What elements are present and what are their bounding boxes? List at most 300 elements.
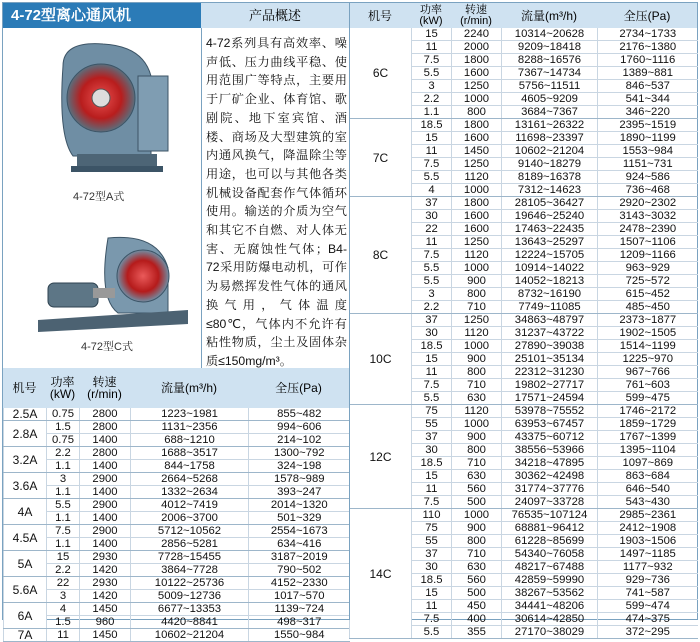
speed-cell: 1000 [452,262,502,275]
left-header-flow: 流量(m³/h) [130,368,248,408]
power-cell: 1.5 [47,616,80,629]
pressure-cell: 741~587 [598,587,698,600]
speed-cell: 1000 [452,340,502,353]
speed-cell: 450 [452,600,502,613]
flow-cell: 28105~36427 [502,197,598,210]
pressure-cell: 474~375 [598,613,698,626]
pressure-cell: 1890~1199 [598,132,698,145]
pressure-cell: 599~474 [598,600,698,613]
left-header-speed: 转速 (r/min) [79,368,130,408]
table-row [4,421,350,434]
power-cell: 55 [412,418,452,431]
flow-cell: 4605~9209 [502,93,598,106]
flow-cell: 3684~7367 [502,106,598,119]
pressure-cell: 615~452 [598,288,698,301]
speed-cell: 1000 [452,93,502,106]
flow-cell: 53978~75552 [502,405,598,418]
pressure-cell: 855~482 [249,408,350,421]
flow-cell: 1332~2634 [131,486,249,499]
flow-cell: 42859~59990 [502,574,598,587]
pressure-cell: 3143~3032 [598,210,698,223]
speed-cell: 2900 [80,499,131,512]
power-cell: 55 [412,535,452,548]
power-cell: 30 [412,561,452,574]
power-cell: 1.1 [47,460,80,473]
power-cell: 0.75 [47,434,80,447]
flow-cell: 63953~67457 [502,418,598,431]
flow-cell: 38267~53562 [502,587,598,600]
pressure-cell: 929~736 [598,574,698,587]
speed-cell: 960 [80,616,131,629]
table-row [4,434,350,447]
flow-cell: 54340~76058 [502,548,598,561]
power-cell: 11 [412,236,452,249]
pressure-cell: 2920~2302 [598,197,698,210]
flow-cell: 9140~18279 [502,158,598,171]
table-row [350,405,698,418]
pressure-cell: 634~416 [249,538,350,551]
speed-cell: 2930 [80,577,131,590]
speed-cell: 2800 [80,421,131,434]
flow-cell: 10314~20628 [502,28,598,41]
table-row [4,486,350,499]
pressure-cell: 4152~2330 [249,577,350,590]
power-cell: 5.5 [412,275,452,288]
speed-cell: 1400 [80,538,131,551]
flow-cell: 10602~21204 [502,145,598,158]
table-row [4,512,350,525]
model-cell: 2.5A [4,408,47,421]
flow-cell: 1131~2356 [131,421,249,434]
pressure-cell: 1497~1185 [598,548,698,561]
pressure-cell: 2985~2361 [598,509,698,522]
power-cell: 7.5 [412,249,452,262]
fan-c-type-image [38,228,188,338]
table-row [4,551,350,564]
speed-cell: 1800 [452,54,502,67]
pressure-cell: 725~572 [598,275,698,288]
flow-cell: 34441~48206 [502,600,598,613]
table-row [4,590,350,603]
power-cell: 22 [47,577,80,590]
flow-cell: 34863~48797 [502,314,598,327]
flow-cell: 688~1210 [131,434,249,447]
flow-cell: 4012~7419 [131,499,249,512]
power-cell: 3 [47,590,80,603]
pressure-cell: 3187~2019 [249,551,350,564]
fan-images-area [3,28,201,368]
flow-cell: 25101~35134 [502,353,598,366]
flow-cell: 844~1758 [131,460,249,473]
pressure-cell: 543~430 [598,496,698,509]
power-cell: 3 [47,473,80,486]
left-spec-table [3,408,350,642]
pressure-cell: 1139~724 [249,603,350,616]
power-cell: 5.5 [412,67,452,80]
flow-cell: 3864~7728 [131,564,249,577]
flow-cell: 10122~25736 [131,577,249,590]
flow-cell: 5756~11511 [502,80,598,93]
pressure-cell: 736~468 [598,184,698,197]
flow-cell: 27890~39038 [502,340,598,353]
page-title: 4-72型离心通风机 [3,3,201,28]
flow-cell: 17463~22435 [502,223,598,236]
speed-cell: 1120 [452,405,502,418]
speed-cell: 1120 [452,249,502,262]
pressure-cell: 1760~1116 [598,54,698,67]
power-cell: 7.5 [47,525,80,538]
flow-cell: 30362~42498 [502,470,598,483]
pressure-cell: 863~684 [598,470,698,483]
pressure-cell: 2478~2390 [598,223,698,236]
power-cell: 1.1 [47,512,80,525]
power-cell: 3 [412,288,452,301]
flow-cell: 10914~14022 [502,262,598,275]
flow-cell: 7312~14623 [502,184,598,197]
left-header-power: 功率 (kW) [46,368,79,408]
table-row [4,564,350,577]
flow-cell: 7728~15455 [131,551,249,564]
right-header-flow: 流量(m³/h) [501,3,597,28]
speed-cell: 1400 [80,434,131,447]
pressure-cell: 967~766 [598,366,698,379]
model-cell: 7C [350,119,412,197]
model-cell: 3.6A [4,473,47,499]
pressure-cell: 1550~984 [249,629,350,642]
model-cell: 6A [4,603,47,629]
speed-cell: 1450 [452,145,502,158]
model-cell: 5A [4,551,47,577]
flow-cell: 6677~13353 [131,603,249,616]
power-cell: 1.1 [47,486,80,499]
model-cell: 2.8A [4,421,47,447]
speed-cell: 800 [452,444,502,457]
flow-cell: 31237~43722 [502,327,598,340]
power-cell: 37 [412,197,452,210]
flow-cell: 13643~25297 [502,236,598,249]
power-cell: 2.2 [47,447,80,460]
fan-a-type-image [43,36,173,186]
speed-cell: 2900 [80,525,131,538]
speed-cell: 900 [452,353,502,366]
speed-cell: 710 [452,457,502,470]
flow-cell: 5712~10562 [131,525,249,538]
speed-cell: 1400 [80,512,131,525]
speed-cell: 1600 [452,223,502,236]
power-cell: 7.5 [412,613,452,626]
speed-cell: 560 [452,574,502,587]
speed-cell: 630 [452,392,502,405]
speed-cell: 500 [452,496,502,509]
flow-cell: 9209~18418 [502,41,598,54]
flow-cell: 7367~14734 [502,67,598,80]
power-cell: 2.2 [412,93,452,106]
table-row [4,447,350,460]
table-row [4,525,350,538]
model-cell: 12C [350,405,412,509]
speed-cell: 1420 [80,590,131,603]
pressure-cell: 1300~792 [249,447,350,460]
power-cell: 15 [412,353,452,366]
power-cell: 75 [412,405,452,418]
flow-cell: 8288~16576 [502,54,598,67]
pressure-cell: 1514~1199 [598,340,698,353]
table-row [4,499,350,512]
speed-cell: 2800 [80,447,131,460]
right-header-pressure: 全压(Pa) [597,3,697,28]
flow-cell: 30614~42850 [502,613,598,626]
speed-cell: 1000 [452,418,502,431]
power-cell: 18.5 [412,574,452,587]
flow-cell: 22312~31230 [502,366,598,379]
power-cell: 18.5 [412,457,452,470]
speed-cell: 355 [452,626,502,639]
flow-cell: 1223~1981 [131,408,249,421]
power-cell: 22 [412,223,452,236]
power-cell: 5.5 [412,262,452,275]
speed-cell: 1450 [80,603,131,616]
model-cell: 4.5A [4,525,47,551]
caption-c-type: 4-72型C式 [81,341,133,353]
pressure-cell: 1746~2172 [598,405,698,418]
speed-cell: 1800 [452,119,502,132]
left-header-model: 机号 [3,368,46,408]
table-row [4,538,350,551]
speed-cell: 1000 [452,184,502,197]
power-cell: 1.1 [47,538,80,551]
model-cell: 10C [350,314,412,405]
power-cell: 0.75 [47,408,80,421]
power-cell: 2.2 [412,301,452,314]
power-cell: 15 [412,470,452,483]
pressure-cell: 2412~1908 [598,522,698,535]
table-row [350,509,698,522]
speed-cell: 560 [452,483,502,496]
speed-cell: 2800 [80,408,131,421]
flow-cell: 38556~53966 [502,444,598,457]
flow-cell: 8732~16190 [502,288,598,301]
power-cell: 15 [412,132,452,145]
pressure-cell: 1177~932 [598,561,698,574]
right-header-speed: 转速 (r/min) [451,3,501,28]
speed-cell: 1250 [452,314,502,327]
pressure-cell: 541~344 [598,93,698,106]
pressure-cell: 1017~570 [249,590,350,603]
speed-cell: 1800 [452,197,502,210]
power-cell: 18.5 [412,340,452,353]
pressure-cell: 214~102 [249,434,350,447]
pressure-cell: 1225~970 [598,353,698,366]
power-cell: 5.5 [412,392,452,405]
table-row [4,473,350,486]
flow-cell: 68881~96412 [502,522,598,535]
pressure-cell: 1151~731 [598,158,698,171]
pressure-cell: 599~475 [598,392,698,405]
pressure-cell: 501~329 [249,512,350,525]
power-cell: 1.5 [47,421,80,434]
power-cell: 11 [412,483,452,496]
flow-cell: 11698~23397 [502,132,598,145]
power-cell: 30 [412,444,452,457]
speed-cell: 1400 [80,486,131,499]
flow-cell: 10602~21204 [131,629,249,642]
flow-cell: 43375~60712 [502,431,598,444]
table-row [350,197,698,210]
pressure-cell: 646~540 [598,483,698,496]
power-cell: 7.5 [412,158,452,171]
power-cell: 2.2 [47,564,80,577]
model-cell: 5.6A [4,577,47,603]
power-cell: 7.5 [412,54,452,67]
pressure-cell: 1507~1106 [598,236,698,249]
power-cell: 15 [47,551,80,564]
pressure-cell: 790~502 [249,564,350,577]
power-cell: 11 [412,41,452,54]
speed-cell: 710 [452,301,502,314]
speed-cell: 1250 [452,236,502,249]
flow-cell: 8189~16378 [502,171,598,184]
speed-cell: 630 [452,561,502,574]
pressure-cell: 2014~1320 [249,499,350,512]
pressure-cell: 846~537 [598,80,698,93]
speed-cell: 800 [452,366,502,379]
pressure-cell: 1578~989 [249,473,350,486]
pressure-cell: 1553~984 [598,145,698,158]
pressure-cell: 1097~869 [598,457,698,470]
pressure-cell: 2395~1519 [598,119,698,132]
speed-cell: 900 [452,522,502,535]
flow-cell: 17571~24594 [502,392,598,405]
pressure-cell: 924~586 [598,171,698,184]
power-cell: 3 [412,80,452,93]
flow-cell: 13161~26322 [502,119,598,132]
table-row [4,408,350,421]
pressure-cell: 994~606 [249,421,350,434]
power-cell: 11 [412,145,452,158]
power-cell: 37 [412,314,452,327]
flow-cell: 24097~33728 [502,496,598,509]
power-cell: 7.5 [412,379,452,392]
power-cell: 4 [47,603,80,616]
table-row [4,603,350,616]
flow-cell: 5009~12736 [131,590,249,603]
flow-cell: 34218~47895 [502,457,598,470]
pressure-cell: 761~603 [598,379,698,392]
speed-cell: 1600 [452,67,502,80]
power-cell: 18.5 [412,119,452,132]
speed-cell: 1600 [452,210,502,223]
speed-cell: 1120 [452,171,502,184]
speed-cell: 1250 [452,80,502,93]
power-cell: 7.5 [412,496,452,509]
flow-cell: 2006~3700 [131,512,249,525]
speed-cell: 2240 [452,28,502,41]
pressure-cell: 393~247 [249,486,350,499]
flow-cell: 19802~27717 [502,379,598,392]
flow-cell: 19646~25240 [502,210,598,223]
flow-cell: 27170~38029 [502,626,598,639]
pressure-cell: 1903~1506 [598,535,698,548]
model-cell: 4A [4,499,47,525]
center-divider [349,3,350,620]
flow-cell: 12224~15705 [502,249,598,262]
power-cell: 1.1 [412,106,452,119]
table-row [350,119,698,132]
power-cell: 11 [412,600,452,613]
pressure-cell: 324~198 [249,460,350,473]
power-cell: 37 [412,548,452,561]
speed-cell: 1000 [452,509,502,522]
flow-cell: 7749~11085 [502,301,598,314]
pressure-cell: 1389~881 [598,67,698,80]
table-row [350,314,698,327]
pressure-cell: 2373~1877 [598,314,698,327]
power-cell: 110 [412,509,452,522]
flow-cell: 61228~85699 [502,535,598,548]
speed-cell: 1420 [80,564,131,577]
flow-cell: 76535~107124 [502,509,598,522]
speed-cell: 800 [452,288,502,301]
pressure-cell: 2734~1733 [598,28,698,41]
power-cell: 11 [47,629,80,642]
flow-cell: 2664~5268 [131,473,249,486]
speed-cell: 710 [452,548,502,561]
pressure-cell: 963~929 [598,262,698,275]
pressure-cell: 2176~1380 [598,41,698,54]
power-cell: 15 [412,587,452,600]
speed-cell: 900 [452,431,502,444]
right-header-model: 机号 [349,3,411,28]
speed-cell: 2900 [80,473,131,486]
speed-cell: 800 [452,535,502,548]
pressure-cell: 485~450 [598,301,698,314]
flow-cell: 31774~37776 [502,483,598,496]
speed-cell: 500 [452,587,502,600]
speed-cell: 2000 [452,41,502,54]
pressure-cell: 372~295 [598,626,698,639]
speed-cell: 800 [452,106,502,119]
speed-cell: 1120 [452,327,502,340]
table-row [350,28,698,41]
pressure-cell: 2554~1673 [249,525,350,538]
pressure-cell: 1209~1166 [598,249,698,262]
power-cell: 37 [412,431,452,444]
speed-cell: 1400 [80,460,131,473]
speed-cell: 1450 [80,629,131,642]
pressure-cell: 1767~1399 [598,431,698,444]
right-header-power: 功率 (kW) [411,3,451,28]
model-cell: 6C [350,28,412,119]
speed-cell: 710 [452,379,502,392]
power-cell: 15 [412,28,452,41]
model-cell: 3.2A [4,447,47,473]
pressure-cell: 1859~1729 [598,418,698,431]
speed-cell: 630 [452,470,502,483]
speed-cell: 1250 [452,158,502,171]
speed-cell: 400 [452,613,502,626]
power-cell: 30 [412,327,452,340]
power-cell: 4 [412,184,452,197]
right-spec-table [349,28,698,639]
intro-text: 4-72系列具有高效率、噪声低、压力曲线平稳、使用范围广等特点，主要用于厂矿企业、体育馆、歌剧院、地下室宾馆、酒楼、商场及大型建筑的室内通风换气，降温除尘等用途，也可以与其他各类机械设备配套作气体循环使用。输送的介质为空气和其它不自燃、对人体无害、无腐蚀性气体；B4-72采用防爆电动机，可作为易燃挥发性气体的通风换气用，气体温度≤80℃，气体内不允许有粘性物质，尘土及固体杂质≤150mg/m³。 [201,28,349,368]
power-cell: 5.5 [412,171,452,184]
table-row [4,616,350,629]
table-row [4,629,350,642]
pressure-cell: 1902~1505 [598,327,698,340]
flow-cell: 4420~8841 [131,616,249,629]
pressure-cell: 1395~1104 [598,444,698,457]
model-cell: 14C [350,509,412,639]
